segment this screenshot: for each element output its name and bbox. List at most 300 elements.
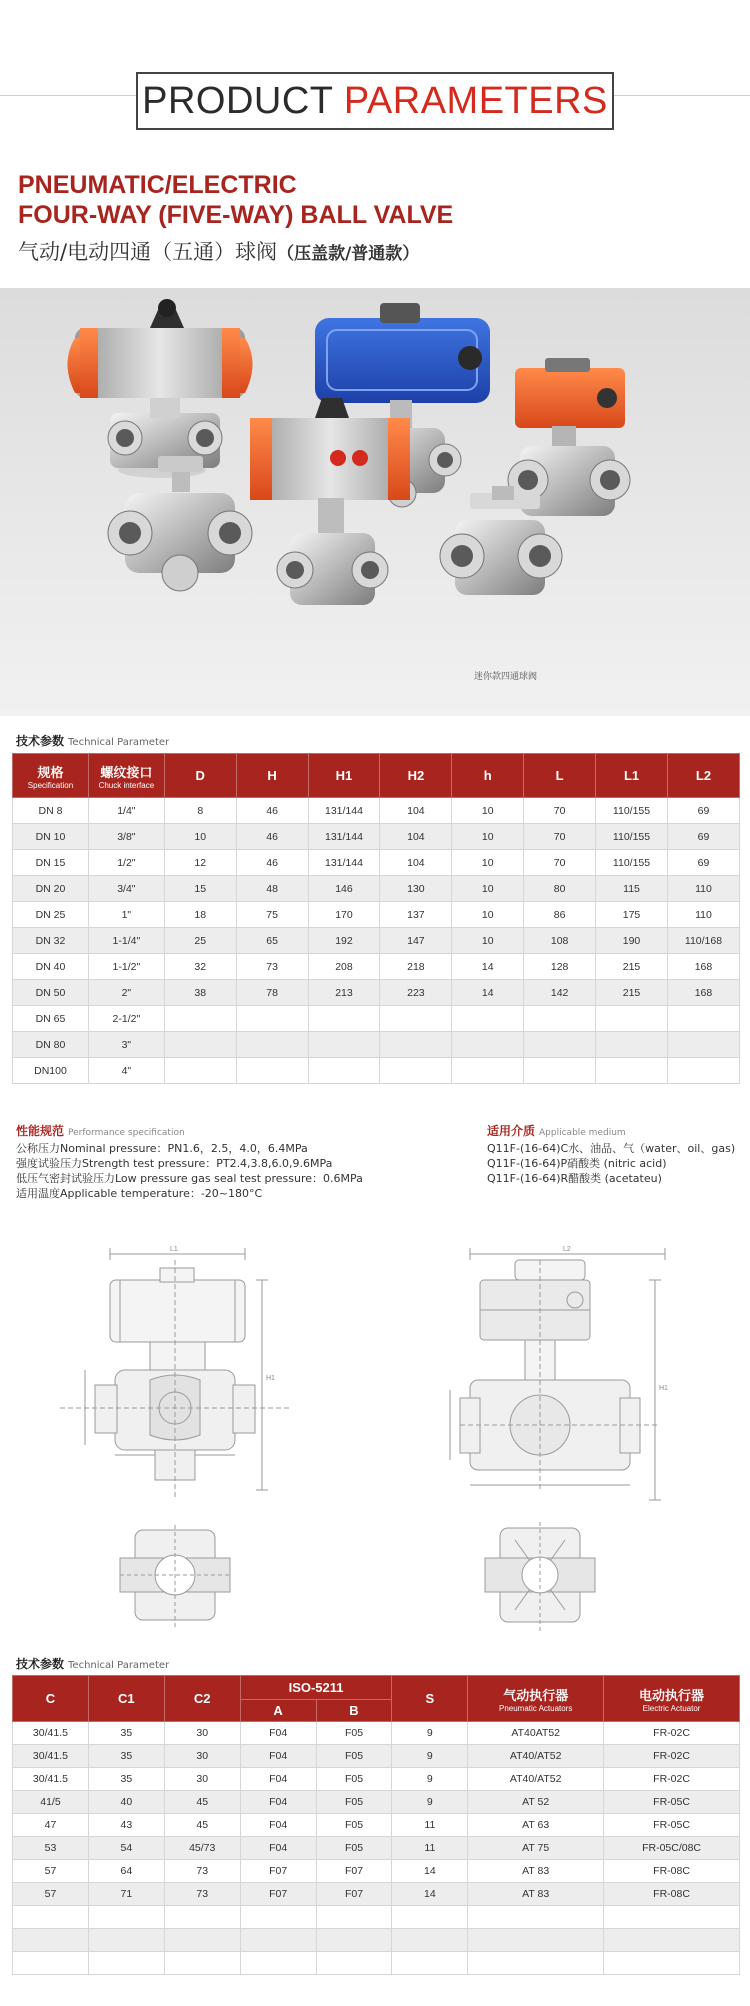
table-cell: 18	[164, 902, 236, 928]
table-cell	[380, 1032, 452, 1058]
drawing-right-section	[485, 1522, 595, 1632]
table-cell: F04	[240, 1791, 316, 1814]
table-cell: 175	[596, 902, 668, 928]
col-header-iso: ISO-5211	[240, 1676, 392, 1700]
table-cell: AT40AT52	[468, 1722, 604, 1745]
table2-label-en: Technical Parameter	[68, 1660, 170, 1671]
pneumatic-valve-2	[250, 398, 410, 605]
col-header-sub: Specification	[27, 780, 74, 790]
col-header-b: B	[316, 1700, 392, 1722]
table-cell	[13, 1929, 89, 1952]
table-cell	[164, 1906, 240, 1929]
table-row	[13, 1768, 740, 1791]
product-title-en	[18, 170, 453, 230]
table-cell: DN 50	[13, 980, 89, 1006]
table-cell	[667, 1058, 739, 1084]
performance-line: 公称压力Nominal pressure：PN1.6，2.5，4.0，6.4MPa	[16, 1142, 308, 1155]
performance-label	[16, 1124, 376, 1141]
table-cell: FR-05C	[604, 1791, 740, 1814]
performance-label-en: Performance specification	[68, 1128, 185, 1138]
table-cell: 9	[392, 1791, 468, 1814]
table-cell: 32	[164, 954, 236, 980]
col-header	[308, 754, 380, 798]
col-header-c: C	[13, 1676, 89, 1722]
table-cell: 110/155	[596, 824, 668, 850]
table-cell: 11	[392, 1837, 468, 1860]
table-cell	[240, 1952, 316, 1975]
medium-line: Q11F-(16-64)R醋酸类 (acetateu)	[487, 1172, 662, 1185]
table-cell: 142	[524, 980, 596, 1006]
table-cell: 10	[452, 902, 524, 928]
table-cell: 69	[667, 824, 739, 850]
table-cell: FR-02C	[604, 1745, 740, 1768]
table-cell: FR-08C	[604, 1860, 740, 1883]
col-header	[164, 754, 236, 798]
table-cell	[452, 1058, 524, 1084]
table-cell: 86	[524, 902, 596, 928]
table-cell: 35	[88, 1768, 164, 1791]
table-cell: 128	[524, 954, 596, 980]
table-cell	[236, 1032, 308, 1058]
table-cell	[308, 1032, 380, 1058]
table-row	[13, 876, 740, 902]
col-header-main: D	[195, 768, 205, 783]
section-header	[136, 72, 614, 130]
medium-label-en: Applicable medium	[539, 1128, 626, 1138]
table-cell: 35	[88, 1745, 164, 1768]
table-row	[13, 850, 740, 876]
medium-line: Q11F-(16-64)C水、油品、气（water、oil、gas)	[487, 1142, 736, 1155]
table-row	[13, 1837, 740, 1860]
table1-header-row	[13, 754, 740, 798]
table-cell	[452, 1032, 524, 1058]
table-cell	[524, 1006, 596, 1032]
table-cell: 115	[596, 876, 668, 902]
table-cell: F07	[240, 1883, 316, 1906]
table-cell	[164, 1952, 240, 1975]
table-cell: 192	[308, 928, 380, 954]
table-cell: 1/4"	[88, 798, 164, 824]
table-row	[13, 1860, 740, 1883]
table-cell	[164, 1929, 240, 1952]
table-cell	[667, 1006, 739, 1032]
col-header-pneumatic	[468, 1676, 604, 1722]
table-cell	[88, 1906, 164, 1929]
col-header-s: S	[392, 1676, 468, 1722]
table-cell: 69	[667, 850, 739, 876]
table-cell	[524, 1058, 596, 1084]
table-cell: 130	[380, 876, 452, 902]
table2-label	[16, 1655, 169, 1672]
col-header-c2: C2	[164, 1676, 240, 1722]
table-cell: 45/73	[164, 1837, 240, 1860]
table-cell	[308, 1006, 380, 1032]
table-cell: 110	[667, 876, 739, 902]
table-cell: 2-1/2"	[88, 1006, 164, 1032]
pneumatic-valve-1	[68, 299, 253, 478]
table-cell: 12	[164, 850, 236, 876]
drawing-left-actuator	[60, 1248, 290, 1500]
table1-label-en: Technical Parameter	[68, 737, 170, 748]
table-cell	[240, 1906, 316, 1929]
col-header-main: L1	[623, 768, 640, 783]
table-cell: 131/144	[308, 798, 380, 824]
table-cell: 14	[452, 954, 524, 980]
table-cell: 2"	[88, 980, 164, 1006]
table-cell: 218	[380, 954, 452, 980]
table-cell: 104	[380, 798, 452, 824]
table-cell: 9	[392, 1722, 468, 1745]
table-row	[13, 1906, 740, 1929]
table1-label-cn: 技术参数	[16, 734, 65, 748]
table-cell: 9	[392, 1745, 468, 1768]
col-header-c1: C1	[88, 1676, 164, 1722]
table-row	[13, 1952, 740, 1975]
table-cell	[468, 1952, 604, 1975]
table-cell: 3/4"	[88, 876, 164, 902]
table-cell	[316, 1929, 392, 1952]
table-cell: AT 75	[468, 1837, 604, 1860]
table-cell: 54	[88, 1837, 164, 1860]
performance-line: 强度试验压力Strength test pressure：PT2.4,3.8,6.0,9.6MPa	[16, 1157, 333, 1170]
table-cell: 108	[524, 928, 596, 954]
table-cell: 38	[164, 980, 236, 1006]
table-cell	[468, 1906, 604, 1929]
col-header-sub: Chuck interface	[98, 780, 155, 790]
technical-drawing	[0, 1240, 750, 1640]
table-cell: DN 8	[13, 798, 89, 824]
col-header-main: H	[267, 768, 277, 783]
performance-spec	[16, 1124, 376, 1201]
table-cell: F05	[316, 1837, 392, 1860]
col-header-main: 螺纹接口	[100, 764, 153, 780]
bare-valve	[108, 456, 252, 591]
table-cell: FR-05C/08C	[604, 1837, 740, 1860]
table-cell	[596, 1058, 668, 1084]
table-cell: F04	[240, 1768, 316, 1791]
table-cell: 10	[164, 824, 236, 850]
table-cell: 14	[392, 1883, 468, 1906]
table-cell: F05	[316, 1791, 392, 1814]
table-cell	[316, 1906, 392, 1929]
table-cell: 3"	[88, 1032, 164, 1058]
table-cell: 1/2"	[88, 850, 164, 876]
table-cell: 213	[308, 980, 380, 1006]
table-cell: 70	[524, 824, 596, 850]
performance-line: 适用温度Applicable temperature：-20~180°C	[16, 1187, 263, 1200]
header-word-product: PRODUCT	[142, 80, 333, 122]
table-cell: 75	[236, 902, 308, 928]
table-row	[13, 1006, 740, 1032]
table-cell: 104	[380, 850, 452, 876]
table-cell: 30	[164, 1745, 240, 1768]
table-cell: 80	[524, 876, 596, 902]
table-cell: 14	[452, 980, 524, 1006]
table-cell: 57	[13, 1883, 89, 1906]
table-cell: 57	[13, 1860, 89, 1883]
medium-label-cn: 适用介质	[487, 1124, 536, 1138]
table-cell: 215	[596, 954, 668, 980]
table-cell: AT40/AT52	[468, 1745, 604, 1768]
table-cell: F05	[316, 1722, 392, 1745]
table-cell: 46	[236, 824, 308, 850]
table-cell	[392, 1929, 468, 1952]
table-cell: DN 10	[13, 824, 89, 850]
table-cell	[380, 1006, 452, 1032]
table-cell: 30	[164, 1768, 240, 1791]
table-cell	[604, 1906, 740, 1929]
table-row	[13, 1745, 740, 1768]
electric-header-en: Electric Actuator	[642, 1703, 701, 1713]
table-row	[13, 902, 740, 928]
col-header-main: 规格	[37, 764, 64, 780]
table-cell: 69	[667, 798, 739, 824]
technical-parameter-table-1	[12, 753, 740, 1084]
table-cell: 4"	[88, 1058, 164, 1084]
col-header-main: H1	[335, 768, 353, 783]
pneumatic-header-cn: 气动执行器	[503, 1687, 569, 1703]
medium-label	[487, 1124, 747, 1141]
table-cell: F04	[240, 1722, 316, 1745]
table-cell: AT 63	[468, 1814, 604, 1837]
table-cell: FR-02C	[604, 1768, 740, 1791]
electric-header-cn: 电动执行器	[639, 1687, 705, 1703]
performance-label-cn: 性能规范	[16, 1124, 65, 1138]
col-header-electric	[604, 1676, 740, 1722]
drawing-left-section	[120, 1525, 230, 1630]
table-cell: 110	[667, 902, 739, 928]
table-cell: 53	[13, 1837, 89, 1860]
table-cell: 73	[236, 954, 308, 980]
title-line-1: PNEUMATIC/ELECTRIC	[18, 171, 297, 199]
table-cell: 45	[164, 1814, 240, 1837]
table-cell: 73	[164, 1860, 240, 1883]
col-header	[452, 754, 524, 798]
col-header-main: h	[483, 768, 492, 783]
table-row	[13, 1814, 740, 1837]
table2-label-cn: 技术参数	[16, 1657, 65, 1671]
table1-label	[16, 732, 169, 749]
table-row	[13, 1883, 740, 1906]
electric-valve-orange	[508, 358, 630, 516]
technical-parameter-table-2	[12, 1675, 740, 1975]
table-cell	[308, 1058, 380, 1084]
table-cell: 104	[380, 824, 452, 850]
table-cell: 46	[236, 850, 308, 876]
drawing-label-left-top: L1	[170, 1246, 178, 1253]
table-cell: 70	[524, 798, 596, 824]
table-cell: 131/144	[308, 824, 380, 850]
drawing-label-left-side: H1	[266, 1375, 275, 1382]
table-cell: 35	[88, 1722, 164, 1745]
table-cell: 45	[164, 1791, 240, 1814]
table-cell: 170	[308, 902, 380, 928]
col-header	[236, 754, 308, 798]
table-cell: DN100	[13, 1058, 89, 1084]
col-header	[380, 754, 452, 798]
table-cell	[240, 1929, 316, 1952]
table-cell: DN 65	[13, 1006, 89, 1032]
table-row	[13, 1032, 740, 1058]
performance-line: 低压气密封试验压力Low pressure gas seal test pressure：0.6MPa	[16, 1172, 363, 1185]
col-header-main: L	[555, 768, 564, 783]
table-row	[13, 1929, 740, 1952]
table-cell	[392, 1952, 468, 1975]
table-cell	[667, 1032, 739, 1058]
table-cell: 71	[88, 1883, 164, 1906]
table-cell	[88, 1952, 164, 1975]
applicable-medium	[487, 1124, 747, 1186]
col-header-a: A	[240, 1700, 316, 1722]
col-header-main: H2	[407, 768, 425, 783]
table-cell: DN 40	[13, 954, 89, 980]
table-cell: DN 15	[13, 850, 89, 876]
table-row	[13, 824, 740, 850]
table-cell: F07	[316, 1860, 392, 1883]
drawing-right-actuator	[450, 1248, 665, 1500]
table-cell: 64	[88, 1860, 164, 1883]
table-cell: 131/144	[308, 850, 380, 876]
table-cell	[236, 1006, 308, 1032]
table-cell	[164, 1058, 236, 1084]
table-cell: DN 25	[13, 902, 89, 928]
table-cell: 168	[667, 980, 739, 1006]
table-cell: AT40/AT52	[468, 1768, 604, 1791]
table-cell	[164, 1006, 236, 1032]
table-cell: 70	[524, 850, 596, 876]
table-cell: FR-02C	[604, 1722, 740, 1745]
col-header	[13, 754, 89, 798]
table-cell: 10	[452, 798, 524, 824]
table-cell: 8	[164, 798, 236, 824]
table-cell: 223	[380, 980, 452, 1006]
table-cell: F05	[316, 1814, 392, 1837]
table-cell	[380, 1058, 452, 1084]
table-cell: 110/155	[596, 798, 668, 824]
table-cell	[452, 1006, 524, 1032]
table-cell: F04	[240, 1814, 316, 1837]
table-cell	[13, 1952, 89, 1975]
table-cell: DN 32	[13, 928, 89, 954]
table-cell: AT 83	[468, 1860, 604, 1883]
table-cell: 41/5	[13, 1791, 89, 1814]
table-cell: FR-08C	[604, 1883, 740, 1906]
table-cell: 10	[452, 824, 524, 850]
col-header-main: L2	[695, 768, 712, 783]
table-cell: 1-1/4"	[88, 928, 164, 954]
table-cell	[524, 1032, 596, 1058]
table-cell: 30/41.5	[13, 1722, 89, 1745]
table-row	[13, 1722, 740, 1745]
table-cell: F04	[240, 1837, 316, 1860]
table-cell: 30/41.5	[13, 1768, 89, 1791]
product-photo	[0, 288, 750, 716]
table-cell	[468, 1929, 604, 1952]
drawing-label-right-side: H1	[659, 1385, 668, 1392]
col-header	[524, 754, 596, 798]
table-cell: 190	[596, 928, 668, 954]
table-cell	[604, 1952, 740, 1975]
table-cell: 10	[452, 928, 524, 954]
table-row	[13, 1058, 740, 1084]
table-cell	[236, 1058, 308, 1084]
table-row	[13, 798, 740, 824]
table-cell	[13, 1906, 89, 1929]
table-cell: 78	[236, 980, 308, 1006]
table-cell: 73	[164, 1883, 240, 1906]
table-cell: 10	[452, 850, 524, 876]
col-header	[88, 754, 164, 798]
table-cell: 11	[392, 1814, 468, 1837]
table-cell	[392, 1906, 468, 1929]
product-title-cn	[18, 236, 419, 266]
table-cell	[164, 1032, 236, 1058]
table-cell: DN 20	[13, 876, 89, 902]
table-cell	[604, 1929, 740, 1952]
table2-header-row-1	[13, 1676, 740, 1700]
table-cell: 110/168	[667, 928, 739, 954]
table-row	[13, 1791, 740, 1814]
table-cell: 30	[164, 1722, 240, 1745]
table-cell: 14	[392, 1860, 468, 1883]
header-word-parameters: PARAMETERS	[343, 80, 608, 122]
table-row	[13, 980, 740, 1006]
title-line-2: FOUR-WAY (FIVE-WAY) BALL VALVE	[18, 201, 454, 229]
table-cell: 215	[596, 980, 668, 1006]
table-cell: F04	[240, 1745, 316, 1768]
table-cell: 3/8"	[88, 824, 164, 850]
medium-line: Q11F-(16-64)P硝酸类 (nitric acid)	[487, 1157, 667, 1170]
photo-caption: 迷你款四通球阀	[474, 672, 538, 682]
table-row	[13, 954, 740, 980]
table-cell: 208	[308, 954, 380, 980]
table-cell: 168	[667, 954, 739, 980]
drawing-label-right-top: L2	[563, 1246, 571, 1253]
table-cell: 110/155	[596, 850, 668, 876]
table-cell: 10	[452, 876, 524, 902]
table-cell: 137	[380, 902, 452, 928]
table-cell: 9	[392, 1768, 468, 1791]
table-cell: DN 80	[13, 1032, 89, 1058]
table-cell	[596, 1006, 668, 1032]
table-cell: AT 52	[468, 1791, 604, 1814]
title-cn-sub: （压盖款/普通款）	[277, 244, 420, 264]
table-cell: 15	[164, 876, 236, 902]
col-header	[667, 754, 739, 798]
table-cell: 48	[236, 876, 308, 902]
pneumatic-header-en: Pneumatic Actuators	[499, 1703, 573, 1713]
table-cell: F05	[316, 1745, 392, 1768]
table-cell: 146	[308, 876, 380, 902]
table-cell: 47	[13, 1814, 89, 1837]
table-cell: F05	[316, 1768, 392, 1791]
table-cell: 43	[88, 1814, 164, 1837]
table-cell: 1-1/2"	[88, 954, 164, 980]
table-cell: F07	[316, 1883, 392, 1906]
col-header	[596, 754, 668, 798]
table-cell: 25	[164, 928, 236, 954]
table-row	[13, 928, 740, 954]
table-cell	[596, 1032, 668, 1058]
title-cn-main: 气动/电动四通（五通）球阀	[18, 240, 278, 264]
valve-illustration	[0, 288, 750, 716]
table-cell	[316, 1952, 392, 1975]
table-cell: 46	[236, 798, 308, 824]
table-cell: 30/41.5	[13, 1745, 89, 1768]
table-cell: 40	[88, 1791, 164, 1814]
table-cell: FR-05C	[604, 1814, 740, 1837]
table-cell: 147	[380, 928, 452, 954]
